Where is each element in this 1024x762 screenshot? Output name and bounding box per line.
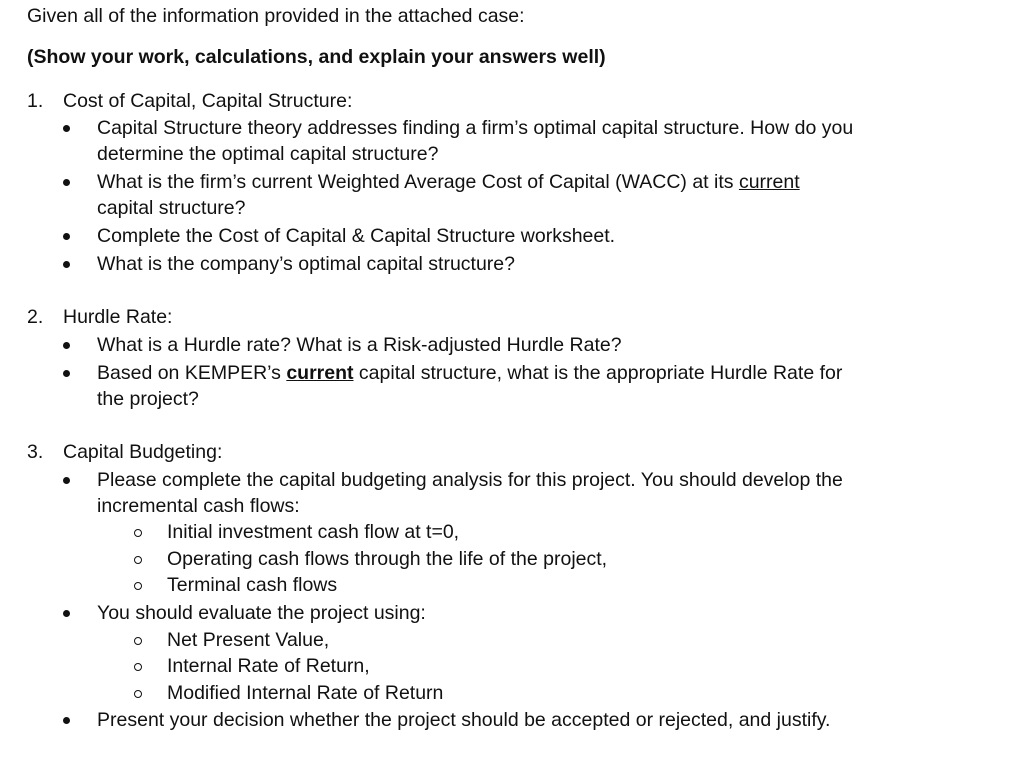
sub-bullet-icon: [134, 663, 142, 671]
intro-text: Given all of the information provided in the attached case:: [27, 5, 525, 27]
s2-b1-line1: What is a Hurdle rate? What is a Risk-adjusted Hurdle Rate?: [97, 334, 622, 356]
bullet-icon: [63, 233, 70, 240]
sub-bullet-icon: [134, 637, 142, 645]
s2-b2-current-emphasis: current: [286, 362, 354, 384]
s1-b1-line2: determine the optimal capital structure?: [97, 143, 439, 165]
sub-bullet-icon: [134, 690, 142, 698]
s1-b3-line1: Complete the Cost of Capital & Capital Structure worksheet.: [97, 225, 616, 247]
section-3-title: Capital Budgeting:: [63, 441, 223, 463]
sub-bullet-icon: [134, 582, 142, 590]
s3-b2-sub3: Modified Internal Rate of Return: [167, 682, 444, 704]
bullet-icon: [63, 610, 70, 617]
s1-b2-line1-text: What is the firm’s current Weighted Average Cost of Capital (WACC) at its: [97, 171, 739, 193]
section-3-number: 3.: [27, 441, 44, 463]
bullet-icon: [63, 261, 70, 268]
section-2-title: Hurdle Rate:: [63, 306, 173, 328]
s3-b2-sub1: Net Present Value,: [167, 629, 330, 651]
bullet-icon: [63, 370, 70, 377]
s3-b3-line1: Present your decision whether the project should be accepted or rejected, and justify.: [97, 709, 831, 731]
bullet-icon: [63, 717, 70, 724]
s1-b1-line1: Capital Structure theory addresses finding a firm’s optimal capital structure. How do you: [97, 117, 854, 139]
s3-b1-sub2: Operating cash flows through the life of the project,: [167, 548, 608, 570]
s1-b2-line2: capital structure?: [97, 197, 246, 219]
s2-b2-line1: [97, 360, 842, 386]
bullet-icon: [63, 179, 70, 186]
sub-bullet-icon: [134, 556, 142, 564]
s1-b4-line1: What is the company’s optimal capital structure?: [97, 253, 515, 275]
s3-b1-sub1: Initial investment cash flow at t=0,: [167, 521, 460, 543]
s3-b2-line1: You should evaluate the project using:: [97, 602, 426, 624]
bullet-icon: [63, 125, 70, 132]
s3-b1-sub3: Terminal cash flows: [167, 574, 338, 596]
s3-b2-sub2: Internal Rate of Return,: [167, 655, 370, 677]
section-1-number: 1.: [27, 90, 44, 112]
s1-b2-line1: [97, 169, 800, 195]
section-2-number: 2.: [27, 306, 44, 328]
section-1-title: Cost of Capital, Capital Structure:: [63, 90, 353, 112]
bullet-icon: [63, 477, 70, 484]
s2-b2-line1-post: capital structure, what is the appropriate Hurdle Rate for: [353, 362, 843, 384]
s2-b2-line1-pre: Based on KEMPER’s: [97, 362, 287, 384]
sub-bullet-icon: [134, 529, 142, 537]
s3-b1-line1: Please complete the capital budgeting analysis for this project. You should develop the: [97, 469, 843, 491]
bullet-icon: [63, 342, 70, 349]
s3-b1-line2: incremental cash flows:: [97, 495, 300, 517]
s2-b2-line2: the project?: [97, 388, 199, 410]
s1-b2-current-emphasis: current: [738, 171, 800, 193]
instruction-text: (Show your work, calculations, and explain your answers well): [27, 46, 606, 68]
